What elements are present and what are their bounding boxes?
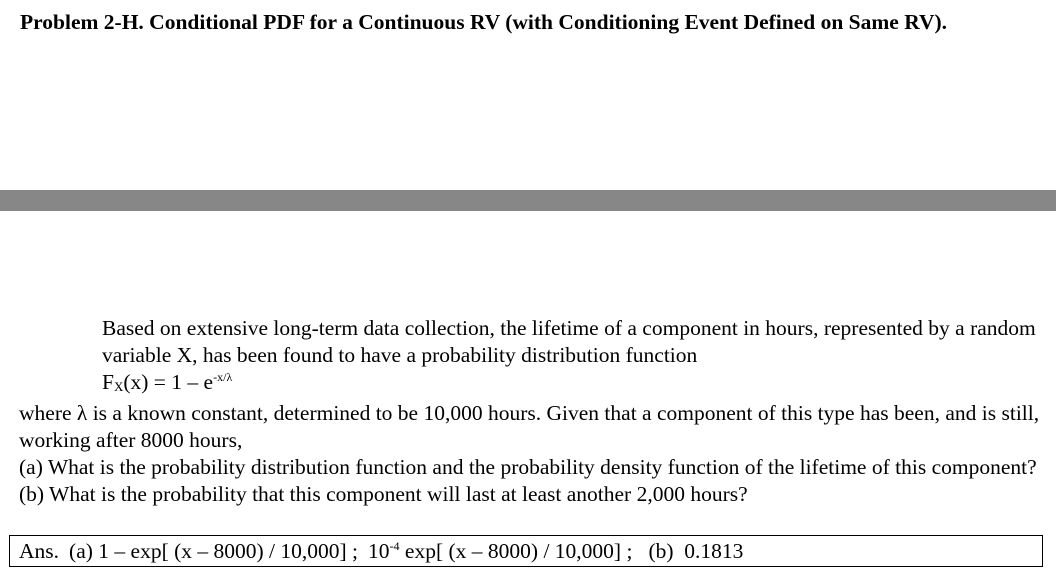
problem-title: Problem 2-H. Conditional PDF for a Continuous RV (with Conditioning Event Defined on Same RV). (20, 10, 948, 34)
answer-a-pdf-exponent: -4 (389, 539, 400, 553)
answer-a-pdf: exp[ (x – 8000) / 10,000] ; (404, 539, 633, 563)
answer-a-cdf: 1 – exp[ (x – 8000) / 10,000] ; (98, 539, 359, 563)
answer-prefix: Ans. (19, 539, 60, 563)
answer-a-pdf-base: 10 (368, 539, 390, 563)
answer-b-value: 0.1813 (684, 539, 744, 563)
question-part-b: (b) What is the probability that this component will last at least another 2,000 hours? (19, 482, 748, 506)
formula-exponent: -x/λ (213, 370, 233, 384)
formula-subscript: X (113, 379, 124, 394)
answer-a-label: (a) (69, 539, 93, 563)
condition-text: where λ is a known constant, determined to be 10,000 hours. Given that a component of this type has been, and is still, working after 8000 hours, (19, 401, 1040, 452)
answer-b-label: (b) (648, 539, 674, 563)
cdf-formula (19, 369, 1044, 400)
gray-divider-bar (0, 190, 1056, 211)
problem-statement (19, 315, 1044, 508)
answer-box (9, 535, 1043, 567)
formula-body: (x) = 1 – e (123, 370, 214, 394)
question-part-a: (a) What is the probability distribution function and the probability density function of the lifetime of this component? (19, 455, 1037, 479)
formula-function: F (102, 370, 114, 394)
intro-paragraph: Based on extensive long-term data collection, the lifetime of a component in hours, represented by a random variable X, has been found to have a probability distribution function (102, 316, 1036, 367)
